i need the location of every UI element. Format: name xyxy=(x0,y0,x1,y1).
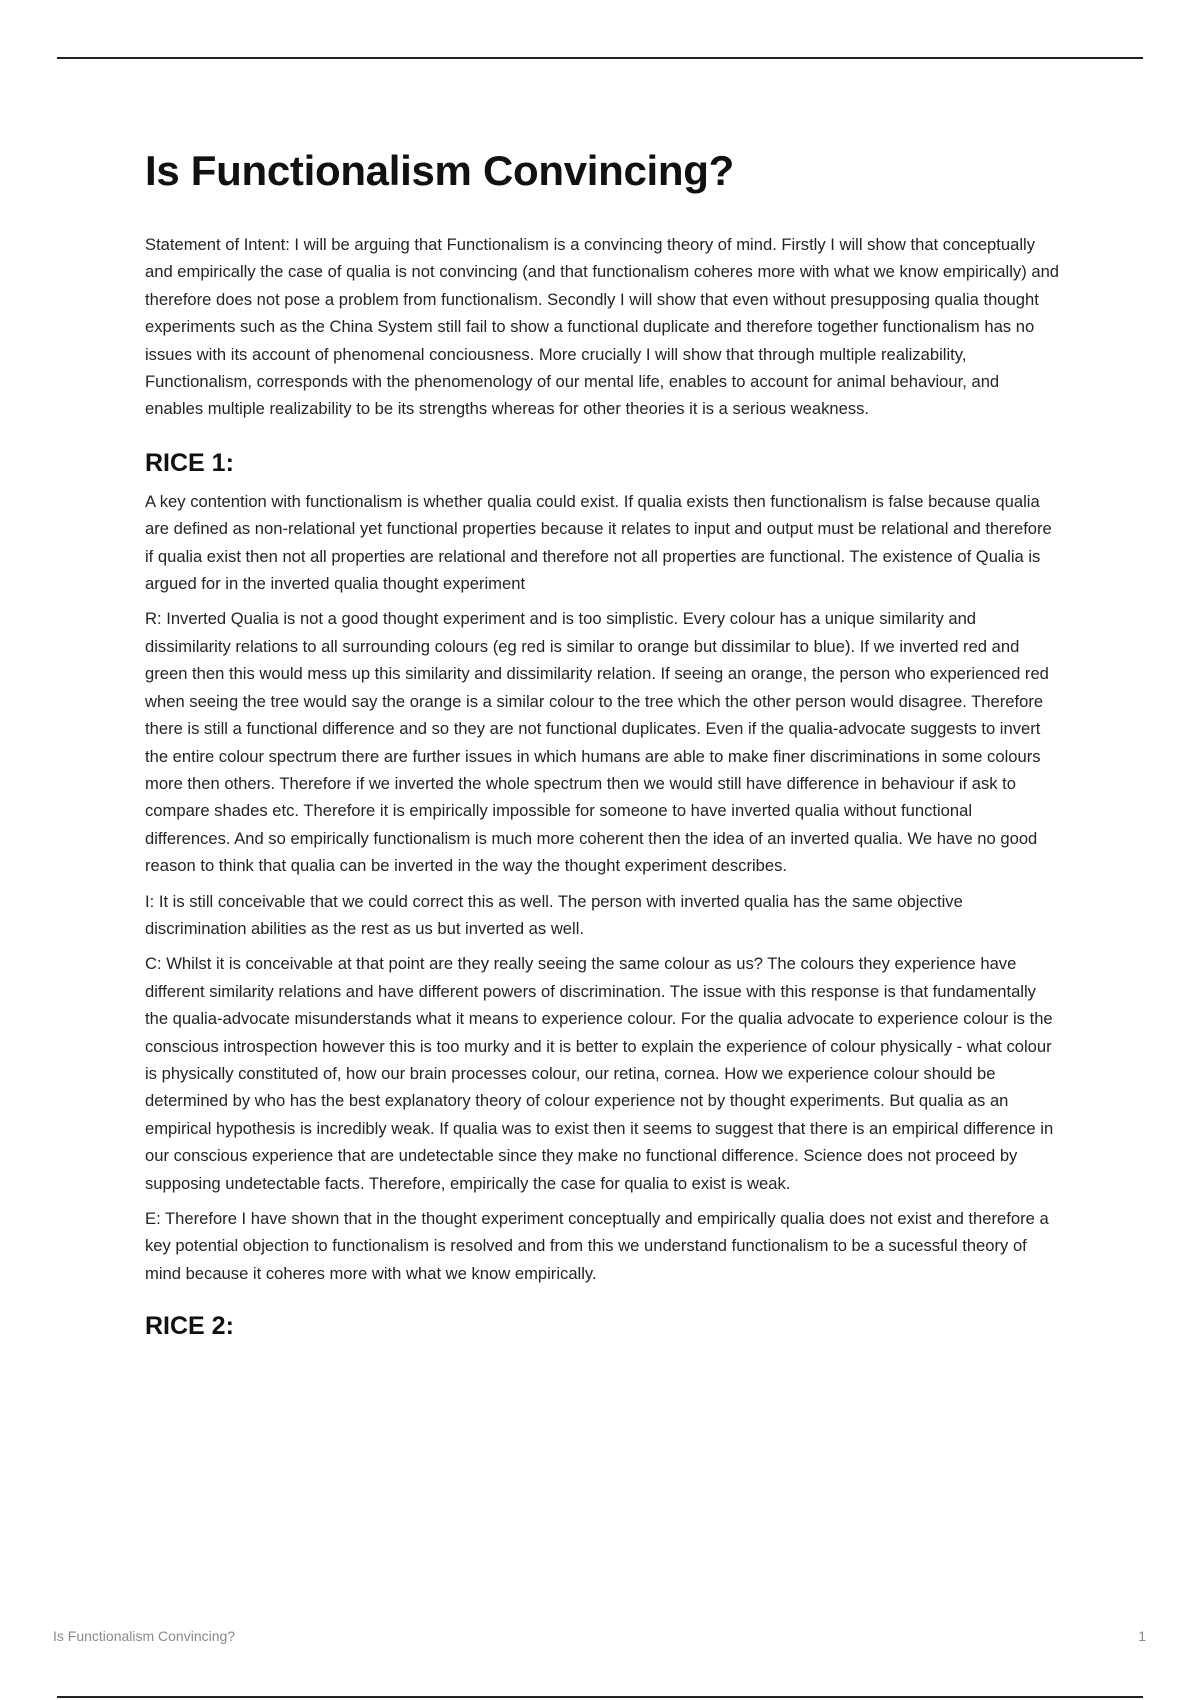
rice-1-paragraph-intro: A key contention with functionalism is whether qualia could exist. If qualia exists then functionalism is false because qualia are defined as non-relational yet functional properties because it relates to input and output must be relational and therefore if qualia exist then not all properties are relational and therefore not all properties are functional. The existence of Qualia is argued for in the inverted qualia thought experiment xyxy=(145,491,1052,594)
section-heading-rice-1: RICE 1: xyxy=(145,448,234,477)
rice-1-paragraph-e: E: Therefore I have shown that in the thought experiment conceptually and empirically qualia does not exist and therefore a key potential objection to functionalism is resolved and from this we understand functionalism to be a sucessful theory of mind because it coheres more with what we know empirically. xyxy=(145,1209,1049,1283)
section-heading-rice-2: RICE 2: xyxy=(145,1312,234,1341)
footer-page-number: 1 xyxy=(1138,1628,1146,1644)
document-title: Is Functionalism Convincing? xyxy=(145,147,734,194)
statement-of-intent: Statement of Intent: I will be arguing that Functionalism is a convincing theory of mind. Firstly I will show that conceptually and empirically the case of qualia is not convincing (and that functionalism coheres more with what we know empirically) and therefore does not pose a problem from functionalism. Secondly I will show that even without presupposing qualia thought experiments such as the China System still fail to show a functional duplicate and therefore together functionalism has no issues with its account of phenomenal conciousness. More crucially I will show that through multiple realizability, Functionalism, corresponds with the phenomenology of our mental life, enables to account for animal behaviour, and enables multiple realizability to be its strengths whereas for other theories it is a serious weakness. xyxy=(145,235,1060,419)
rice-1-paragraph-r: R: Inverted Qualia is not a good thought experiment and is too simplistic. Every colour has a unique similarity and dissimilarity relations to all surrounding colours (eg red is similar to orange but dissimilar to blue). If we inverted red and green then this would mess up this similarity and dissimilarity relation. If seeing an orange, the person who experienced red when seeing the tree would say the orange is a similar colour to the tree which the other person would disagree. Therefore there is still a functional difference and so they are not functional duplicates. Even if the qualia-advocate suggests to invert the entire colour spectrum there are further issues in which humans are able to make finer discriminations in some colours more then others. Therefore if we inverted the whole spectrum then we would still have difference in behaviour if ask to compare shades etc. Therefore it is empirically impossible for someone to have inverted qualia without functional differences. And so empirically functionalism is much more coherent then the idea of an inverted qualia. We have no good reason to think that qualia can be inverted in the way the thought experiment describes. xyxy=(145,609,1049,876)
top-rule xyxy=(57,57,1143,59)
document-body xyxy=(145,145,1060,1351)
rice-1-paragraph-c: C: Whilst it is conceivable at that point are they really seeing the same colour as us? The colours they experience have different similarity relations and have different powers of discrimination. The issue with this response is that fundamentally the qualia-advocate misunderstands what it means to experience colour. For the qualia advocate to experience colour is the conscious introspection however this is too murky and it is better to explain the experience of colour physically - what colour is physically constituted of, how our brain processes colour, our retina, cornea. How we experience colour should be determined by who has the best explanatory theory of colour experience not by thought experiments. But qualia as an empirical hypothesis is incredibly weak. If qualia was to exist then it seems to suggest that there is an empirical difference in our conscious experience that are undetectable since they make no functional difference. Science does not proceed by supposing undetectable facts. Therefore, empirically the case for qualia to exist is weak. xyxy=(145,954,1054,1193)
footer-document-title: Is Functionalism Convincing? xyxy=(53,1628,236,1644)
bottom-rule xyxy=(57,1696,1143,1698)
rice-1-paragraph-i: I: It is still conceivable that we could correct this as well. The person with inverted qualia has the same objective discrimination abilities as the rest as us but inverted as well. xyxy=(145,891,963,938)
